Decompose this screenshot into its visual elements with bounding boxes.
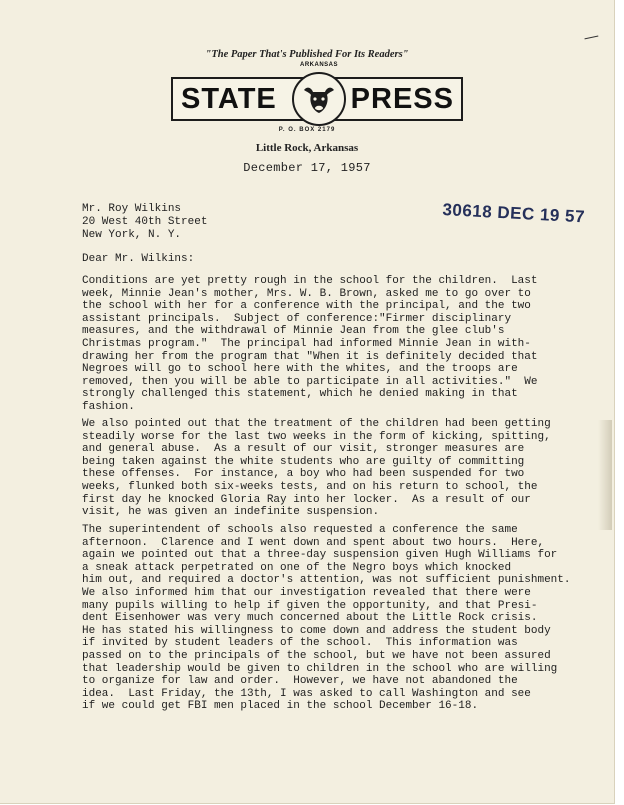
address-line: New York, N. Y. <box>82 228 182 241</box>
text-line: fashion. <box>82 400 135 413</box>
text-line: measures, and the withdrawal of Minnie Jean from the glee club's <box>82 325 505 338</box>
text-line: Conditions are yet pretty rough in the school for the children. Last <box>82 275 538 287</box>
text-line: assistant principals. Subject of conference:"Firmer disciplinary <box>82 312 512 325</box>
text-line: to organize for law and order. However, we have not abandoned the <box>82 675 518 688</box>
text-line: steadily worse for the last two weeks in the form of kicking, spitting, <box>82 430 551 443</box>
text-line: drawing her from the program that "When it is definitely decided that <box>82 350 538 363</box>
pen-mark <box>584 32 599 40</box>
masthead-logo <box>171 62 463 121</box>
text-line: afternoon. Clarence and I went down and spent about two hours. Here, <box>82 536 545 549</box>
text-line: visit, he was given an indefinite suspension. <box>82 506 380 519</box>
recipient-address <box>82 203 207 241</box>
text-line: and general abuse. As a result of our visit, stronger measures are <box>82 443 525 456</box>
text-line: Negroes will go to school here with the whites, and the troops are <box>82 363 518 376</box>
text-line: We also pointed out that the treatment of the children had been getting <box>82 418 551 430</box>
text-line: passed on to the principals of the school, but we have not been assured <box>82 649 551 662</box>
body-paragraph-2 <box>82 418 551 519</box>
text-line: idea. Last Friday, the 13th, I was asked to call Washington and see <box>82 687 531 700</box>
address-line: 20 West 40th Street <box>82 215 208 228</box>
text-line: dent Eisenhower was very much concerned about the Little Rock crisis. <box>82 612 538 625</box>
salutation: Dear Mr. Wilkins: <box>82 253 195 265</box>
body-paragraph-1 <box>82 275 537 414</box>
po-box: P. O. BOX 2179 <box>278 127 336 133</box>
text-line: many pupils willing to help if given the opportunity, and that Presi- <box>82 599 538 612</box>
text-line: if we could get FBI men placed in the school December 16-18. <box>82 700 479 713</box>
text-line: We also informed him that our investigation revealed that there were <box>82 586 531 599</box>
text-line: week, Minnie Jean's mother, Mrs. W. B. Brown, asked me to go over to <box>82 287 531 300</box>
masthead-name-right: PRESS <box>350 83 454 115</box>
letter-date: December 17, 1957 <box>243 161 371 175</box>
text-line: these offenses. For instance, a boy who had been suspended for two <box>82 468 525 481</box>
text-line: that leadership would be given to children in the school who are willing <box>82 662 558 675</box>
address-line: Mr. Roy Wilkins <box>82 203 182 215</box>
received-stamp: 30618 DEC 19 57 <box>442 200 586 227</box>
body-paragraph-3 <box>82 524 570 713</box>
text-line: weeks, flunked both six-weeks tests, and on his return to school, the <box>82 480 538 493</box>
bull-head-icon <box>300 81 338 117</box>
text-line: The superintendent of schools also requested a conference the same <box>82 524 518 536</box>
text-line: again we pointed out that a three-day suspension given Hugh Williams for <box>82 549 558 562</box>
masthead-name-left: STATE <box>181 83 277 115</box>
text-line: strongly challenged this statement, which he denied making in that <box>82 388 518 401</box>
seal-label: ARKANSAS <box>299 62 338 68</box>
letterhead-city: Little Rock, Arkansas <box>255 142 359 154</box>
text-line: first day he knocked Gloria Ray into her locker. As a result of our <box>82 493 531 506</box>
text-line: the school with her for a conference with the principal, and the two <box>82 300 531 313</box>
text-line: being taken against the white students who are guilty of committing <box>82 455 525 468</box>
text-line: Christmas program." The principal had informed Minnie Jean in with- <box>82 337 531 350</box>
arkansas-seal <box>292 62 346 126</box>
text-line: if invited by student leaders of the school. This information was <box>82 637 518 650</box>
text-line: a sneak attack perpetrated on one of the Negro boys which knocked <box>82 561 512 574</box>
text-line: removed, then you will be able to participate in all activities." We <box>82 375 538 388</box>
text-line: He has stated his willingness to come down and address the student body <box>82 624 551 637</box>
text-line: him out, and required a doctor's attention, was not sufficient punishment. <box>82 574 571 587</box>
letterhead-slogan: "The Paper That's Published For Its Readers" <box>205 49 409 60</box>
